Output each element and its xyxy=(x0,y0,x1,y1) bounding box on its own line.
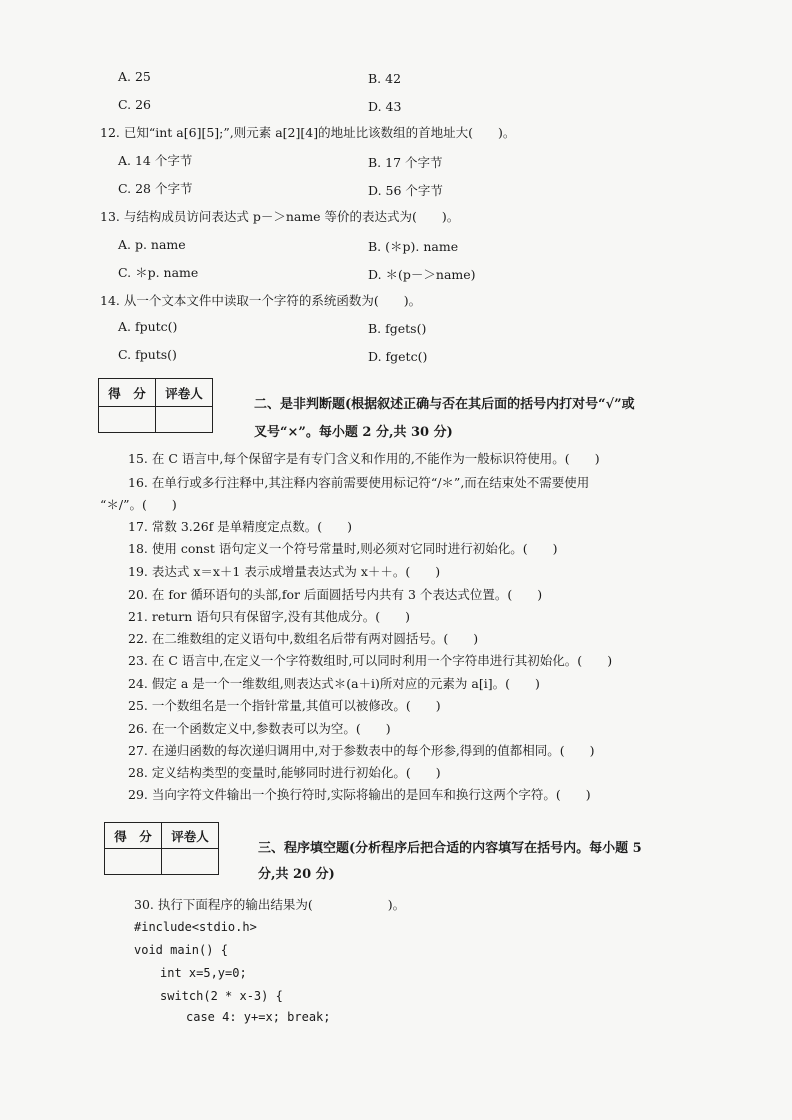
question-12-stem: 12. 已知“int a[6][5];”,则元素 a[2][4]的地址比该数组的首地址大( )。 xyxy=(100,125,516,140)
score-cell xyxy=(105,849,162,875)
q13-option-a: A. p. name xyxy=(118,237,186,252)
option-b: B. 42 xyxy=(368,71,402,86)
q12-option-a: A. 14 个字节 xyxy=(118,153,193,168)
code-line-4: switch(2 * x-3) { xyxy=(160,989,283,1003)
question-16: 16. 在单行或多行注释中,其注释内容前需要使用标记符“/＊”,而在结束处不需要使用 xyxy=(128,475,590,490)
question-21: 21. return 语句只有保留字,没有其他成分。( ) xyxy=(128,609,411,624)
question-18: 18. 使用 const 语句定义一个符号常量时,则必须对它同时进行初始化。( ) xyxy=(128,541,558,556)
q12-option-c: C. 28 个字节 xyxy=(118,181,193,196)
question-15: 15. 在 C 语言中,每个保留字是有专门含义和作用的,不能作为一般标识符使用。( ) xyxy=(128,451,600,466)
code-line-5: case 4: y+=x; break; xyxy=(186,1010,331,1024)
question-22: 22. 在二维数组的定义语句中,数组名后带有两对圆括号。( ) xyxy=(128,631,479,646)
question-16-cont: “＊/”。( ) xyxy=(100,497,177,512)
question-25: 25. 一个数组名是一个指针常量,其值可以被修改。( ) xyxy=(128,698,441,713)
question-29: 29. 当向字符文件输出一个换行符时,实际将输出的是回车和换行这两个字符。( ) xyxy=(128,787,591,802)
reviewer-cell xyxy=(156,407,213,433)
question-20: 20. 在 for 循环语句的头部,for 后面圆括号内共有 3 个表达式位置。( ) xyxy=(128,587,543,602)
reviewer-header: 评卷人 xyxy=(156,379,213,407)
grader-box-section-3 xyxy=(104,822,219,875)
score-header: 得 分 xyxy=(99,379,156,407)
q14-option-b: B. fgets() xyxy=(368,321,427,336)
question-17: 17. 常数 3.26f 是单精度定点数。( ) xyxy=(128,519,353,534)
q13-option-b: B. (＊p). name xyxy=(368,239,459,254)
q14-option-c: C. fputs() xyxy=(118,347,177,362)
question-19: 19. 表达式 x＝x＋1 表示成增量表达式为 x＋＋。( ) xyxy=(128,564,441,579)
question-27: 27. 在递归函数的每次递归调用中,对于参数表中的每个形参,得到的值都相同。( ) xyxy=(128,743,595,758)
reviewer-header: 评卷人 xyxy=(162,823,219,849)
question-24: 24. 假定 a 是一个一维数组,则表达式＊(a＋i)所对应的元素为 a[i]。( ) xyxy=(128,676,540,691)
question-28: 28. 定义结构类型的变量时,能够同时进行初始化。( ) xyxy=(128,765,441,780)
score-header: 得 分 xyxy=(105,823,162,849)
option-d: D. 43 xyxy=(368,99,402,114)
score-cell xyxy=(99,407,156,433)
q13-option-d: D. ＊(p－＞name) xyxy=(368,267,476,282)
question-30-stem: 30. 执行下面程序的输出结果为( )。 xyxy=(134,897,406,912)
code-line-3: int x=5,y=0; xyxy=(160,966,247,980)
question-23: 23. 在 C 语言中,在定义一个字符数组时,可以同时利用一个字符串进行其初始化。( ) xyxy=(128,653,613,668)
section-3-title-line1: 三、程序填空题(分析程序后把合适的内容填写在括号内。每小题 5 xyxy=(258,841,642,856)
code-line-1: #include<stdio.h> xyxy=(134,920,257,934)
q14-option-a: A. fputc() xyxy=(118,319,178,334)
q12-option-d: D. 56 个字节 xyxy=(368,183,443,198)
question-26: 26. 在一个函数定义中,参数表可以为空。( ) xyxy=(128,721,391,736)
grader-box-section-2 xyxy=(98,378,213,433)
q12-option-b: B. 17 个字节 xyxy=(368,155,443,170)
section-2-title-line1: 二、是非判断题(根据叙述正确与否在其后面的括号内打对号“√”或 xyxy=(254,397,635,412)
section-3-title-line2: 分,共 20 分) xyxy=(258,867,335,882)
reviewer-cell xyxy=(162,849,219,875)
code-line-2: void main() { xyxy=(134,943,228,957)
option-c: C. 26 xyxy=(118,97,151,112)
q14-option-d: D. fgetc() xyxy=(368,349,428,364)
option-a: A. 25 xyxy=(118,69,151,84)
q13-option-c: C. ＊p. name xyxy=(118,265,199,280)
question-14-stem: 14. 从一个文本文件中读取一个字符的系统函数为( )。 xyxy=(100,293,422,308)
question-13-stem: 13. 与结构成员访问表达式 p－＞name 等价的表达式为( )。 xyxy=(100,209,460,224)
section-2-title-line2: 叉号“×”。每小题 2 分,共 30 分) xyxy=(254,425,453,440)
